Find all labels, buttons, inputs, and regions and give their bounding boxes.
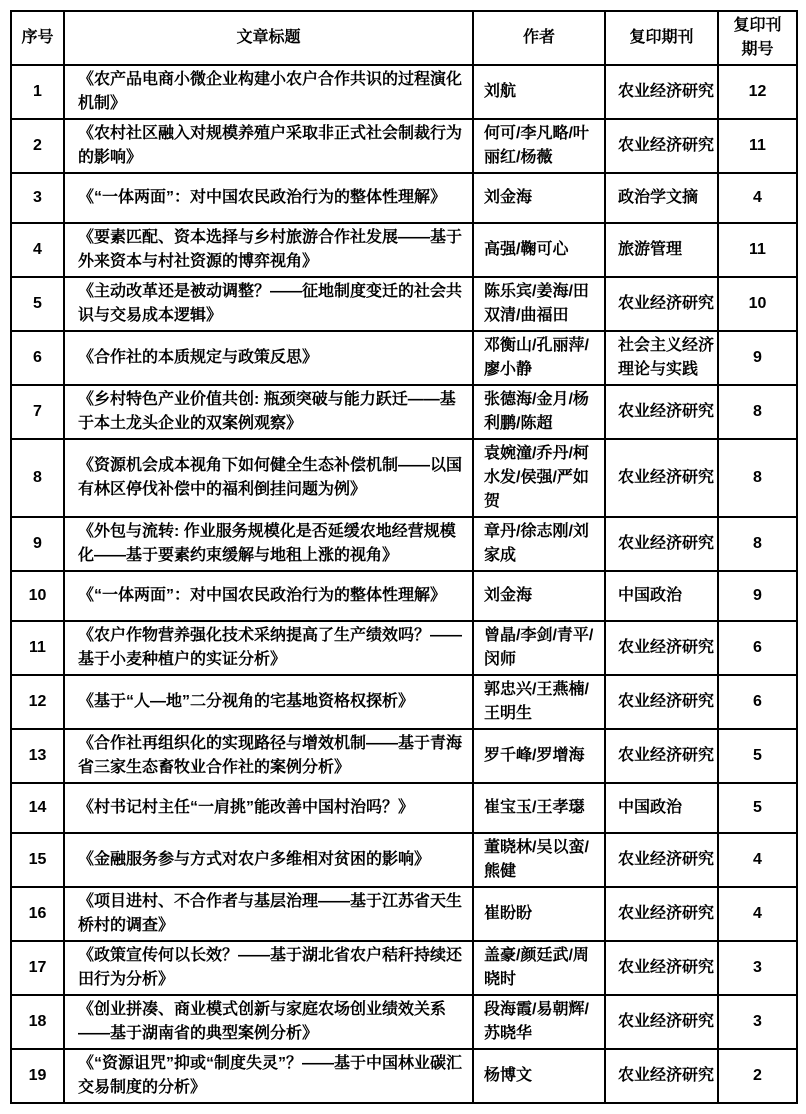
journal-cell: 农业经济研究 — [605, 517, 718, 571]
authors-cell: 袁婉潼/乔丹/柯水发/侯强/严如贺 — [473, 439, 605, 517]
row-number-cell: 8 — [11, 439, 64, 517]
authors-cell: 刘金海 — [473, 173, 605, 223]
journal-cell: 农业经济研究 — [605, 385, 718, 439]
row-number-cell: 14 — [11, 783, 64, 833]
authors-cell: 盖豪/颜廷武/周晓时 — [473, 941, 605, 995]
row-number-cell: 15 — [11, 833, 64, 887]
issue-number-cell: 5 — [718, 783, 797, 833]
table-row — [11, 621, 797, 675]
table-row — [11, 439, 797, 517]
article-title-cell: 《要素匹配、资本选择与乡村旅游合作社发展——基于外来资本与村社资源的博弈视角》 — [64, 223, 473, 277]
article-title-cell: 《农村社区融入对规模养殖户采取非正式社会制裁行为的影响》 — [64, 119, 473, 173]
journal-cell: 农业经济研究 — [605, 439, 718, 517]
authors-cell: 高强/鞠可心 — [473, 223, 605, 277]
journal-cell: 农业经济研究 — [605, 675, 718, 729]
column-header-issue: 复印刊期号 — [718, 11, 797, 65]
row-number-cell: 12 — [11, 675, 64, 729]
table-row — [11, 833, 797, 887]
column-header-title: 文章标题 — [64, 11, 473, 65]
row-number-cell: 3 — [11, 173, 64, 223]
authors-cell: 罗千峰/罗增海 — [473, 729, 605, 783]
authors-cell: 何可/李凡略/叶丽红/杨薇 — [473, 119, 605, 173]
issue-number-cell: 6 — [718, 675, 797, 729]
authors-cell: 郭忠兴/王燕楠/王明生 — [473, 675, 605, 729]
journal-cell: 农业经济研究 — [605, 995, 718, 1049]
table-row — [11, 65, 797, 119]
authors-cell: 崔宝玉/王孝璱 — [473, 783, 605, 833]
table-body — [11, 65, 797, 1103]
table-row — [11, 783, 797, 833]
article-title-cell: 《基于“人—地”二分视角的宅基地资格权探析》 — [64, 675, 473, 729]
table-row — [11, 571, 797, 621]
article-title-cell: 《项目进村、不合作者与基层治理——基于江苏省天生桥村的调查》 — [64, 887, 473, 941]
authors-cell: 崔盼盼 — [473, 887, 605, 941]
issue-number-cell: 11 — [718, 223, 797, 277]
issue-number-cell: 9 — [718, 331, 797, 385]
article-title-cell: 《合作社再组织化的实现路径与增效机制——基于青海省三家生态畜牧业合作社的案例分析》 — [64, 729, 473, 783]
issue-number-cell: 8 — [718, 517, 797, 571]
issue-number-cell: 10 — [718, 277, 797, 331]
issue-number-cell: 4 — [718, 887, 797, 941]
table-row — [11, 119, 797, 173]
issue-number-cell: 2 — [718, 1049, 797, 1103]
article-title-cell: 《政策宣传何以长效？——基于湖北省农户秸秆持续还田行为分析》 — [64, 941, 473, 995]
row-number-cell: 17 — [11, 941, 64, 995]
article-title-cell: 《农户作物营养强化技术采纳提高了生产绩效吗？——基于小麦种植户的实证分析》 — [64, 621, 473, 675]
article-title-cell: 《村书记村主任“一肩挑”能改善中国村治吗？》 — [64, 783, 473, 833]
issue-number-cell: 3 — [718, 995, 797, 1049]
article-title-cell: 《外包与流转: 作业服务规模化是否延缓农地经营规模化——基于要素约束缓解与地租上涨的视角》 — [64, 517, 473, 571]
article-title-cell: 《创业拼凑、商业模式创新与家庭农场创业绩效关系——基于湖南省的典型案例分析》 — [64, 995, 473, 1049]
table-row — [11, 941, 797, 995]
row-number-cell: 7 — [11, 385, 64, 439]
issue-number-cell: 9 — [718, 571, 797, 621]
journal-cell: 社会主义经济理论与实践 — [605, 331, 718, 385]
journal-cell: 农业经济研究 — [605, 65, 718, 119]
issue-number-cell: 4 — [718, 173, 797, 223]
authors-cell: 陈乐宾/姜海/田双清/曲福田 — [473, 277, 605, 331]
journal-cell: 农业经济研究 — [605, 887, 718, 941]
articles-table — [10, 10, 798, 1104]
issue-number-cell: 12 — [718, 65, 797, 119]
authors-cell: 邓衡山/孔丽萍/廖小静 — [473, 331, 605, 385]
row-number-cell: 9 — [11, 517, 64, 571]
journal-cell: 农业经济研究 — [605, 729, 718, 783]
table-row — [11, 277, 797, 331]
journal-cell: 农业经济研究 — [605, 833, 718, 887]
row-number-cell: 6 — [11, 331, 64, 385]
journal-cell: 农业经济研究 — [605, 119, 718, 173]
authors-cell: 刘金海 — [473, 571, 605, 621]
authors-cell: 章丹/徐志刚/刘家成 — [473, 517, 605, 571]
issue-number-cell: 6 — [718, 621, 797, 675]
authors-cell: 杨博文 — [473, 1049, 605, 1103]
authors-cell: 段海霞/易朝辉/苏晓华 — [473, 995, 605, 1049]
journal-cell: 政治学文摘 — [605, 173, 718, 223]
column-header-journal: 复印期刊 — [605, 11, 718, 65]
article-title-cell: 《资源机会成本视角下如何健全生态补偿机制——以国有林区停伐补偿中的福利倒挂问题为例》 — [64, 439, 473, 517]
article-title-cell: 《乡村特色产业价值共创: 瓶颈突破与能力跃迁——基于本土龙头企业的双案例观察》 — [64, 385, 473, 439]
article-title-cell: 《合作社的本质规定与政策反思》 — [64, 331, 473, 385]
authors-cell: 董晓林/吴以蛮/熊健 — [473, 833, 605, 887]
table-row — [11, 223, 797, 277]
article-title-cell: 《农产品电商小微企业构建小农户合作共识的过程演化机制》 — [64, 65, 473, 119]
row-number-cell: 4 — [11, 223, 64, 277]
table-row — [11, 331, 797, 385]
article-title-cell: 《“资源诅咒”抑或“制度失灵”？——基于中国林业碳汇交易制度的分析》 — [64, 1049, 473, 1103]
table-row — [11, 995, 797, 1049]
issue-number-cell: 8 — [718, 385, 797, 439]
issue-number-cell: 11 — [718, 119, 797, 173]
journal-cell: 农业经济研究 — [605, 941, 718, 995]
authors-cell: 张德海/金月/杨利鹏/陈超 — [473, 385, 605, 439]
row-number-cell: 18 — [11, 995, 64, 1049]
column-header-no: 序号 — [11, 11, 64, 65]
row-number-cell: 10 — [11, 571, 64, 621]
row-number-cell: 1 — [11, 65, 64, 119]
table-row — [11, 1049, 797, 1103]
table-header — [11, 11, 797, 65]
issue-number-cell: 8 — [718, 439, 797, 517]
header-row — [11, 11, 797, 65]
journal-cell: 中国政治 — [605, 783, 718, 833]
article-title-cell: 《“一体两面”：对中国农民政治行为的整体性理解》 — [64, 571, 473, 621]
issue-number-cell: 3 — [718, 941, 797, 995]
journal-cell: 旅游管理 — [605, 223, 718, 277]
row-number-cell: 5 — [11, 277, 64, 331]
authors-cell: 刘航 — [473, 65, 605, 119]
table-row — [11, 729, 797, 783]
row-number-cell: 19 — [11, 1049, 64, 1103]
journal-cell: 农业经济研究 — [605, 621, 718, 675]
table-row — [11, 517, 797, 571]
table-row — [11, 385, 797, 439]
row-number-cell: 11 — [11, 621, 64, 675]
table-row — [11, 887, 797, 941]
column-header-authors: 作者 — [473, 11, 605, 65]
article-title-cell: 《主动改革还是被动调整？——征地制度变迁的社会共识与交易成本逻辑》 — [64, 277, 473, 331]
row-number-cell: 16 — [11, 887, 64, 941]
journal-cell: 农业经济研究 — [605, 1049, 718, 1103]
issue-number-cell: 4 — [718, 833, 797, 887]
row-number-cell: 2 — [11, 119, 64, 173]
authors-cell: 曾晶/李剑/青平/闵师 — [473, 621, 605, 675]
issue-number-cell: 5 — [718, 729, 797, 783]
article-title-cell: 《“一体两面”：对中国农民政治行为的整体性理解》 — [64, 173, 473, 223]
journal-cell: 中国政治 — [605, 571, 718, 621]
article-title-cell: 《金融服务参与方式对农户多维相对贫困的影响》 — [64, 833, 473, 887]
row-number-cell: 13 — [11, 729, 64, 783]
table-row — [11, 675, 797, 729]
table-row — [11, 173, 797, 223]
journal-cell: 农业经济研究 — [605, 277, 718, 331]
